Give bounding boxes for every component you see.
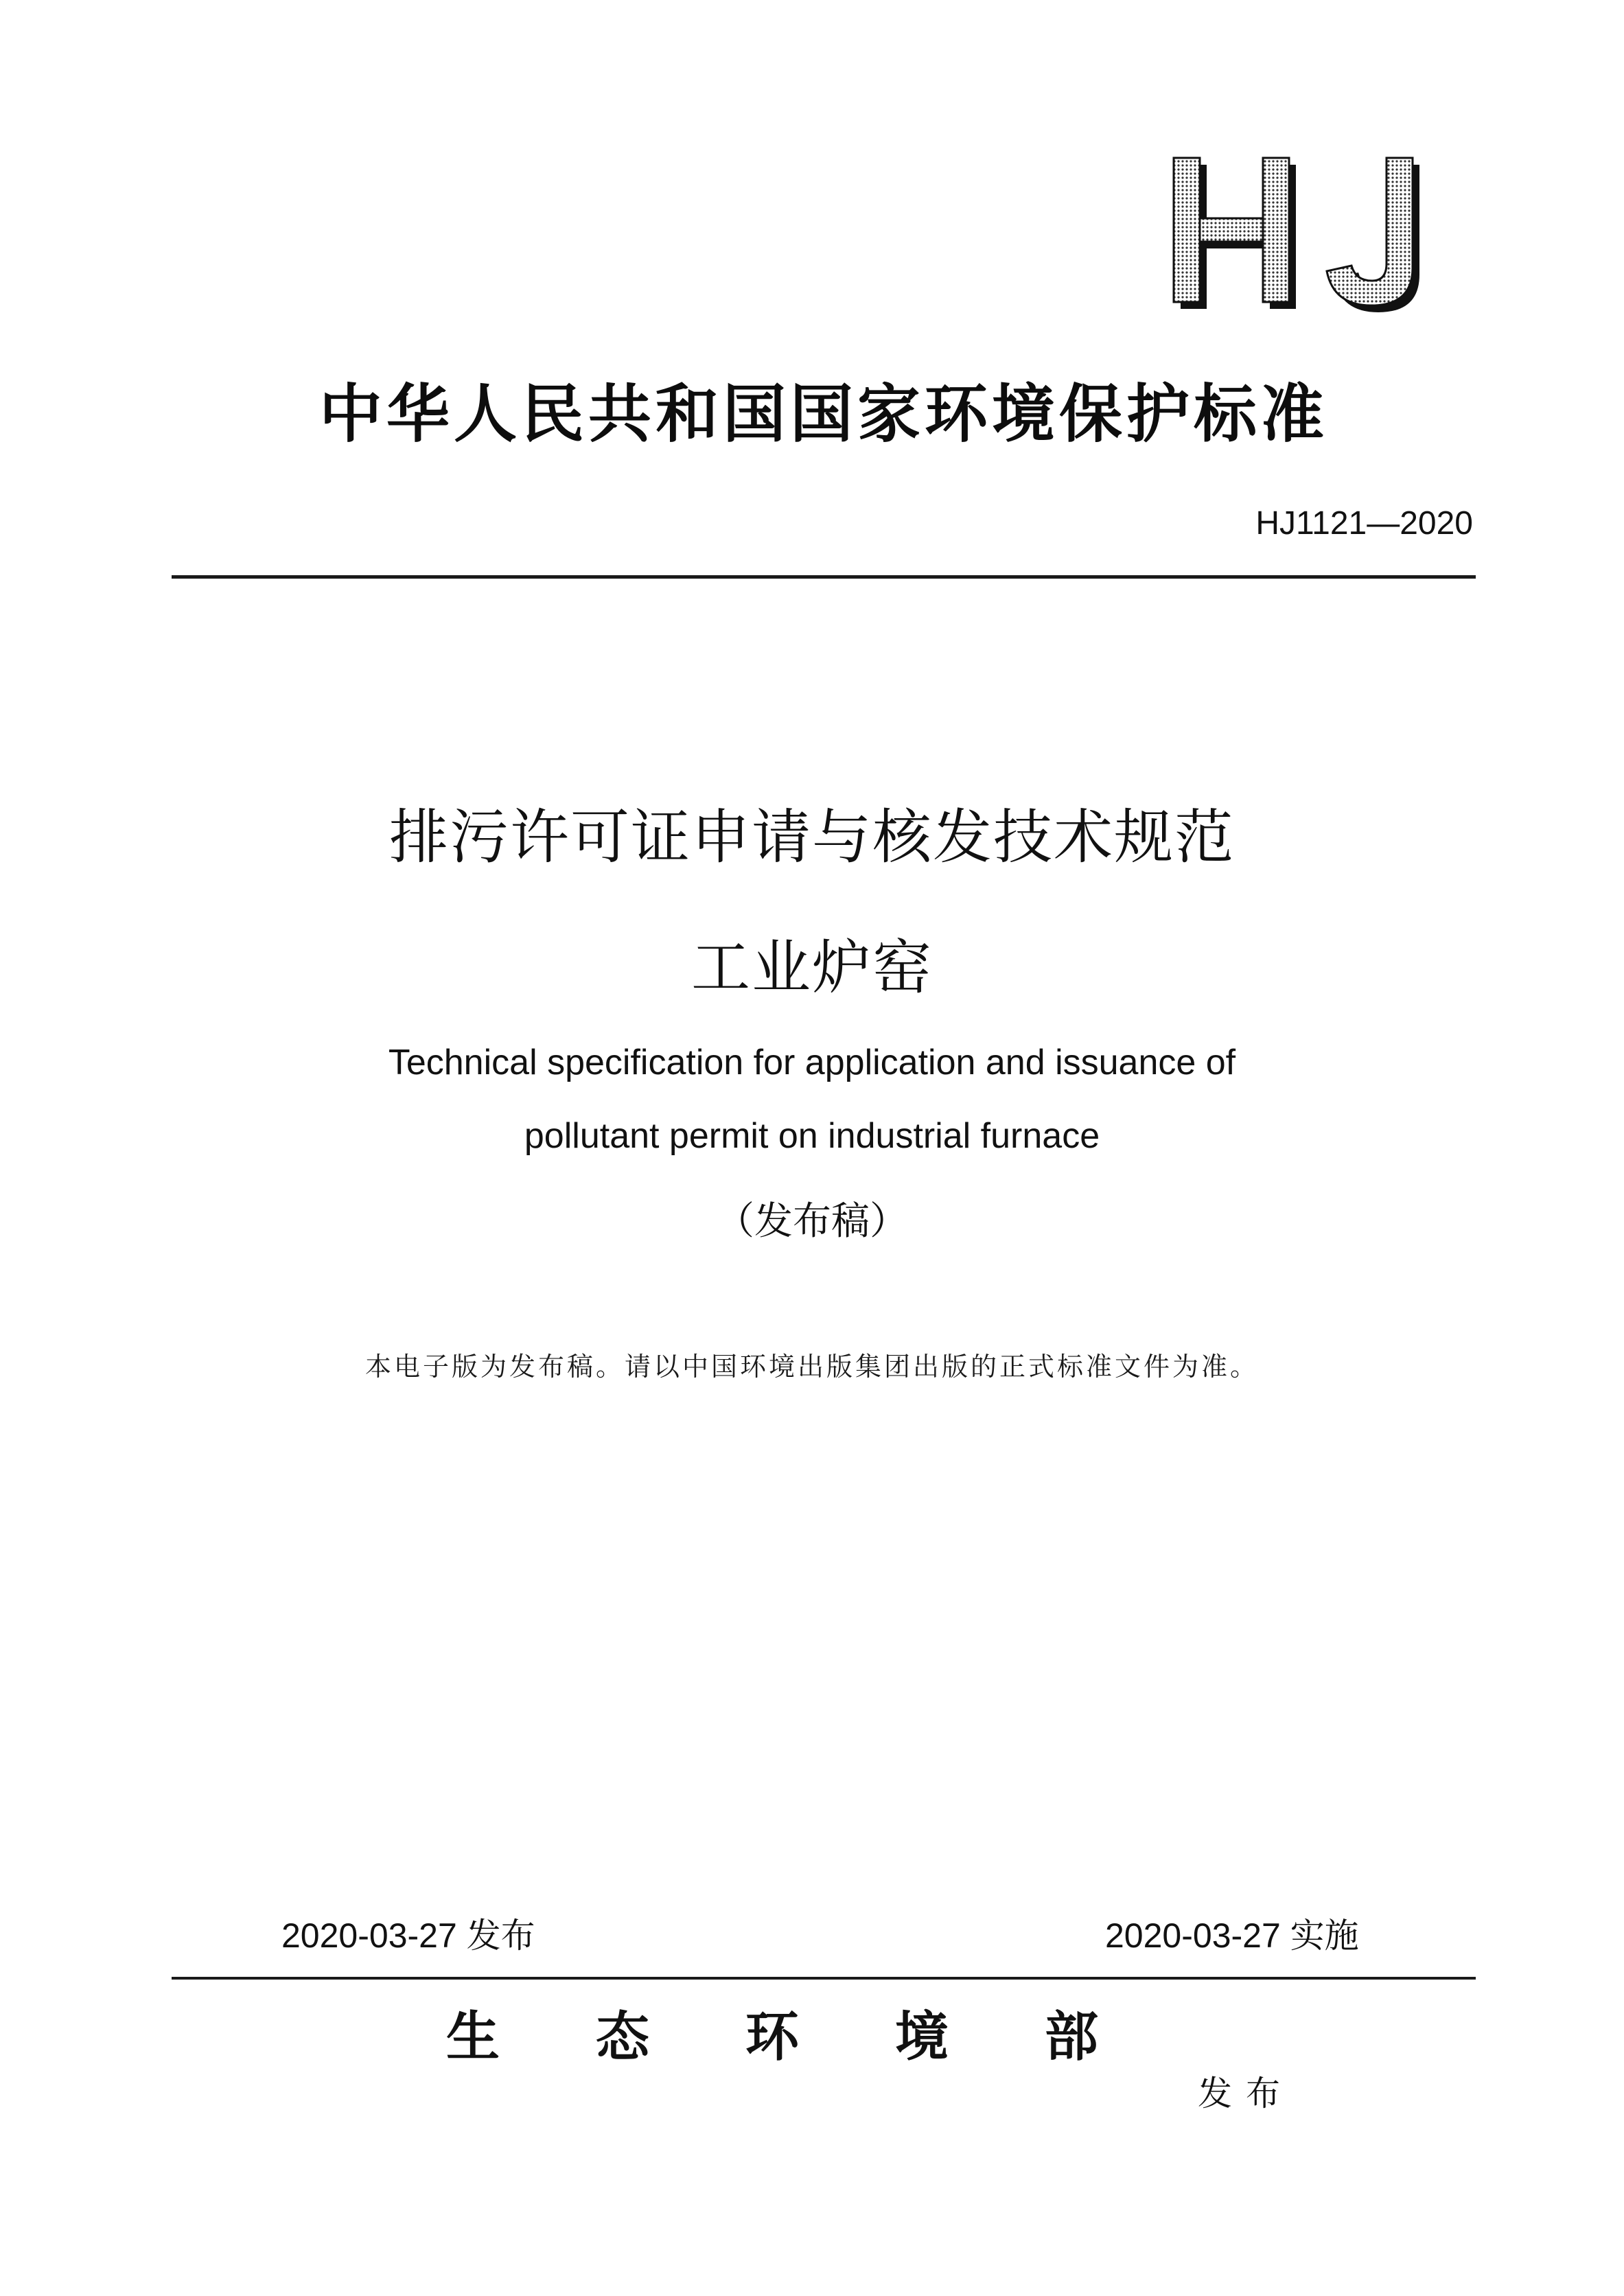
issue-date: 2020-03-27 发布 bbox=[281, 1916, 535, 1955]
standard-code: HJ1121—2020 bbox=[1255, 505, 1473, 542]
agency-title: 中华人民共和国国家环境保护标准 bbox=[318, 377, 1328, 451]
electronic-version-notice: 本电子版为发布稿。请以中国环境出版集团出版的正式标准文件为准。 bbox=[364, 1352, 1259, 1382]
chinese-title-line-2: 工业炉窑 bbox=[691, 934, 933, 1002]
draft-label: （发布稿） bbox=[716, 1199, 908, 1244]
hj-logo bbox=[1160, 151, 1441, 316]
english-title-line-2: pollutant permit on industrial furnace bbox=[524, 1116, 1100, 1156]
publish-label: 发布 bbox=[1198, 2074, 1294, 2113]
implementation-date: 2020-03-27 实施 bbox=[1105, 1916, 1359, 1955]
chinese-title-line-1: 排污许可证申请与核发技术规范 bbox=[389, 803, 1235, 872]
hj-logo-graphic bbox=[1160, 151, 1441, 316]
publisher-name: 生态环境部 bbox=[446, 2006, 1195, 2068]
english-title-line-1: Technical specification for application and issuance of bbox=[388, 1043, 1236, 1082]
top-divider bbox=[172, 575, 1476, 579]
bottom-divider bbox=[172, 1977, 1476, 1980]
